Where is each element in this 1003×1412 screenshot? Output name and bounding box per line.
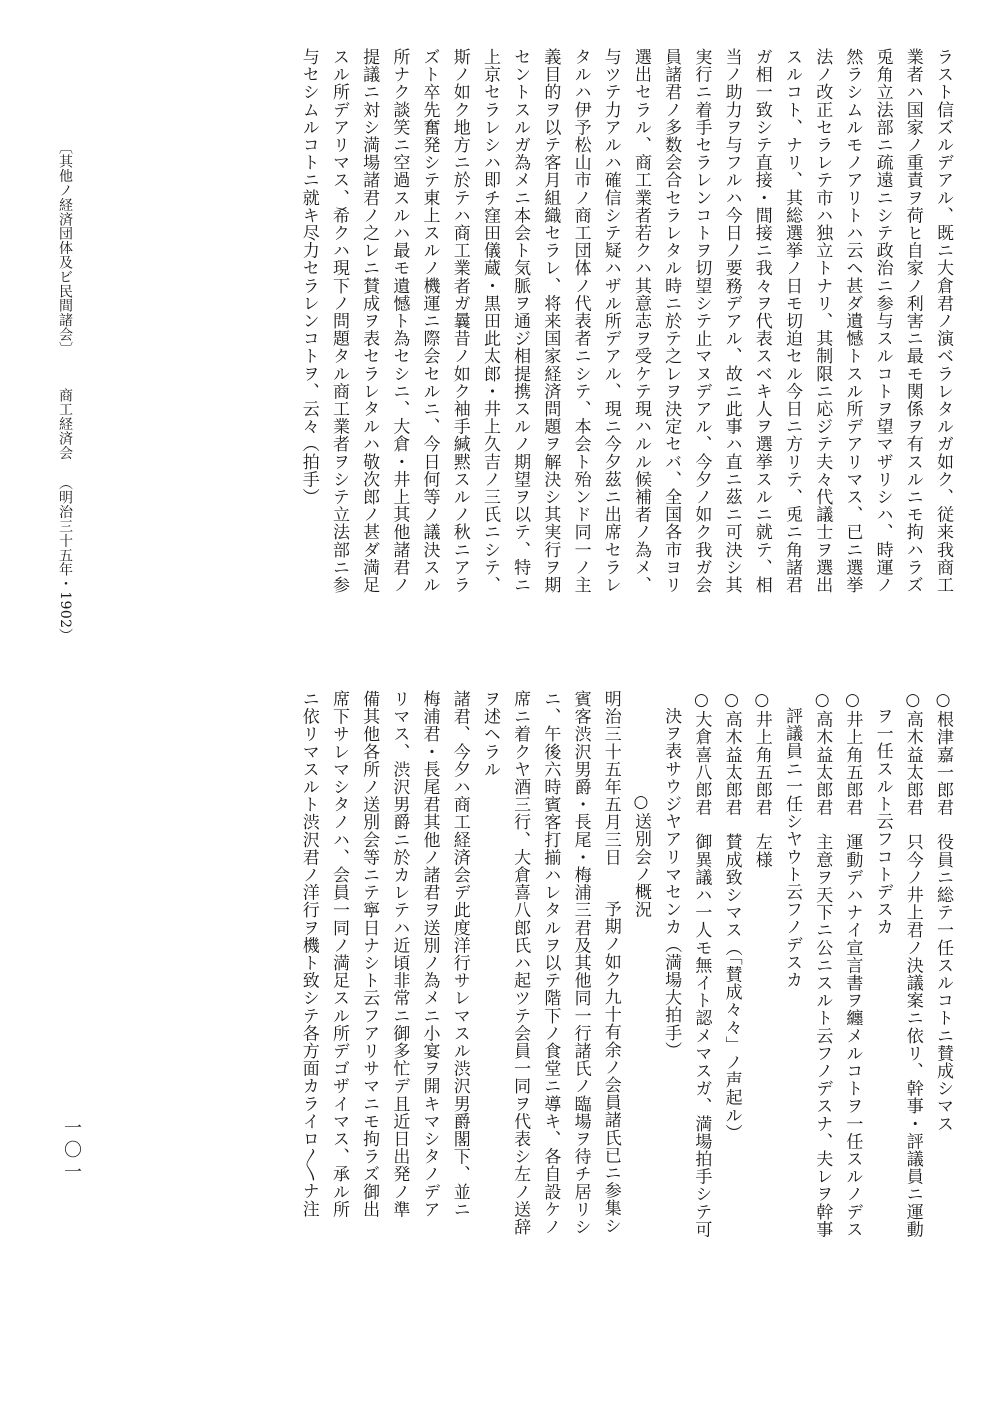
text-line: スル所デアリマス、希クハ現下ノ問題タル商工業者ヲシテ立法部ニ参 (328, 48, 349, 594)
page-number: 一〇一 (61, 1118, 82, 1184)
text-line: 然ラシムルモノアリトハ云ヘ甚ダ遺憾トスル所デアリマス、已ニ選挙 (842, 48, 863, 594)
speech-text: 御異議ハ一人モ無イト認メマスガ、満場拍手シテ可 (691, 833, 712, 1239)
speech-text: 主意ヲ天下ニ公ニスルト云フノデスナ、夫レヲ幹事 (812, 833, 833, 1239)
speech-text: 只今ノ井上君ノ決議案ニ依リ、幹事・評議員ニ運動 (902, 833, 923, 1239)
dialogue-line (686, 690, 716, 1360)
speech-text: 運動デハナイ宣言書ヲ纏メルコトヲ一任スルノデス (842, 833, 863, 1239)
dialogue-line (837, 690, 867, 1360)
dialogue-line (656, 690, 686, 1360)
text-line: 法ノ改正セラレテ市ハ独立トナリ、其制限ニ応ジテ夫々代議士ヲ選出 (812, 48, 833, 594)
speaker-name: ○高木益太郎君 (902, 690, 923, 817)
text-line: 員諸君ノ多数会合セラレタル時ニ於テ之レヲ決定セバ、全国各市ヨリ (661, 48, 682, 594)
event-line: ヲ述ヘラル (479, 690, 500, 778)
dialogue-line (777, 690, 807, 1360)
header-organization: 商工経済会 (57, 388, 73, 460)
speaker-name: ○井上角五郎君 (842, 690, 863, 817)
text-line: 斯ノ如ク地方ニ於テハ商工業者ガ曩昔ノ如ク袖手緘黙スルノ秋ニアラ (449, 48, 470, 594)
event-first-line: 予期ノ如ク九十有余ノ会員諸氏已ニ参集シ (600, 900, 621, 1235)
text-line: ラスト信ズルデアル、既ニ大倉君ノ演ベラレタルガ如ク、従来我商工 (933, 48, 953, 594)
text-line: 兎角立法部ニ疏遠ニシテ政治ニ参与スルコトヲ望マザリシハ、時運ノ (872, 48, 893, 594)
dialogue-section (656, 690, 958, 1360)
text-line: 当ノ助力ヲ与フルハ今日ノ要務デアル、故ニ此事ハ直ニ茲ニ可決シ其 (721, 48, 742, 594)
speaker-name: ○根津嘉一郎君 (933, 690, 953, 817)
speech-line: ニ依リマスルト渋沢君ノ洋行ヲ機ト致シテ各方面カライロ〳〵ナ注 (298, 690, 319, 1218)
event-date: 明治三十五年五月三日 (600, 690, 621, 866)
text-line: 選出セラル、商工業者若クハ其意志ヲ受ケテ現ハルル候補者ノ為メ、 (630, 48, 651, 594)
running-header (53, 140, 75, 700)
text-line: スルコト、ナリ、其総選挙ノ日モ切迫セル今日ニ方リテ、兎ニ角諸君 (781, 48, 802, 594)
text-line: セントスルガ為メニ本会ト気脈ヲ通ジ相提携スルノ期望ヲ以テ、特ニ (510, 48, 531, 594)
event-date-line (596, 690, 626, 1360)
speaker-name: ○大倉喜八郎君 (691, 690, 712, 817)
text-line: ズト卒先奮発シテ東上スルノ機運ニ際会セルニ、今日何等ノ議決スル (419, 48, 440, 594)
speech-text: ヲ一任スルト云フコトデスカ (872, 707, 893, 936)
speech-line: 諸君、今夕ハ商工経済会デ此度洋行サレマスル渋沢男爵閣下、並ニ (449, 690, 470, 1218)
text-line: 実行ニ着手セラレンコトヲ切望シテ止マヌデアル、今夕ノ如ク我ガ会 (691, 48, 712, 594)
section-heading: ○送別会ノ概況 (630, 792, 651, 919)
speech-line: リマス、渋沢男爵ニ於カレテハ近頃非常ニ御多忙デ且近日出発ノ準 (389, 690, 410, 1218)
dialogue-line (898, 690, 928, 1360)
speaker-name: ○井上角五郎君 (751, 690, 772, 817)
event-line: 賓客渋沢男爵・長尾・梅浦三君及其他同一行諸氏ノ臨場ヲ待チ居リシ (570, 690, 591, 1236)
text-line: 所ナク談笑ニ空過スルハ最モ遺憾ト為セシニ、大倉・井上其他諸君ノ (389, 48, 410, 594)
speech-text: 役員ニ総テ一任スルコトニ賛成シマス (933, 833, 953, 1133)
speech-line: 備其他各所ノ送別会等ニテ寧日ナシト云フアリサマニモ拘ラズ御出 (359, 690, 380, 1218)
speech-line: 梅浦君・長尾君其他ノ諸君ヲ送別ノ為メニ小宴ヲ開キマシタノデア (419, 690, 440, 1218)
text-line: 与セシムルコトニ就キ尽力セラレンコトヲ、云々（拍手） (298, 48, 319, 506)
text-line: ガ相一致シテ直接・間接ニ我々ヲ代表スベキ人ヲ選挙スルニ就テ、相 (751, 48, 772, 594)
text-line: 業者ハ国家ノ重責ヲ荷ヒ自家ノ利害ニ最モ関係ヲ有スルニモ拘ハラズ (902, 48, 923, 594)
text-line: 提議ニ対シ満場諸君ノ之レニ賛成ヲ表セラレタルハ敬次郎ノ甚ダ満足 (359, 48, 380, 594)
speech-line: 席下サレマシタノハ、会員一同ノ満足スル所デゴザイマス、承ル所 (328, 690, 349, 1218)
text-line: 与ツテ力アルハ確信シテ疑ハザル所デアル、現ニ今夕茲ニ出席セラレ (600, 48, 621, 594)
text-line: 義目的ヲ以テ客月組織セラレ、将来国家経済問題ヲ解決シ其実行ヲ期 (540, 48, 561, 594)
dialogue-line (928, 690, 958, 1360)
speech-text: 賛成致シマス（「賛成々々」ノ声起ル） (721, 833, 742, 1142)
speech-text: 評議員ニ一任シヤウト云フノデスカ (781, 707, 802, 989)
speech-text: 左様 (751, 833, 772, 869)
dialogue-line (747, 690, 777, 1360)
event-line: ニ、午後六時賓客打揃ハレタルヲ以テ階下ノ食堂ニ導キ、各自設ケノ (540, 690, 561, 1236)
main-text-lower (208, 690, 958, 1360)
main-text-upper (53, 48, 958, 644)
dialogue-line (807, 690, 837, 1360)
speaker-name: ○高木益太郎君 (721, 690, 742, 817)
text-line: 上京セラレシハ即チ窪田儀蔵・黒田此太郎・井上久吉ノ三氏ニシテ、 (479, 48, 500, 594)
dialogue-line (867, 690, 897, 1360)
header-era: （明治三十五年・1902） (57, 476, 73, 643)
dialogue-line (716, 690, 746, 1360)
text-line: タルハ伊予松山市ノ商工団体ノ代表者ニシテ、本会ト殆ンド同一ノ主 (570, 48, 591, 594)
event-line: 席ニ着クヤ酒三行、大倉喜八郎氏ハ起ツテ会員一同ヲ代表シ左ノ送辞 (510, 690, 531, 1236)
speech-text: 決ヲ表サウジヤアリマセンカ（満場大拍手） (661, 707, 682, 1059)
speaker-name: ○高木益太郎君 (812, 690, 833, 817)
header-category: 〔其他ノ経済団体及ビ民間諸会〕 (57, 140, 73, 356)
